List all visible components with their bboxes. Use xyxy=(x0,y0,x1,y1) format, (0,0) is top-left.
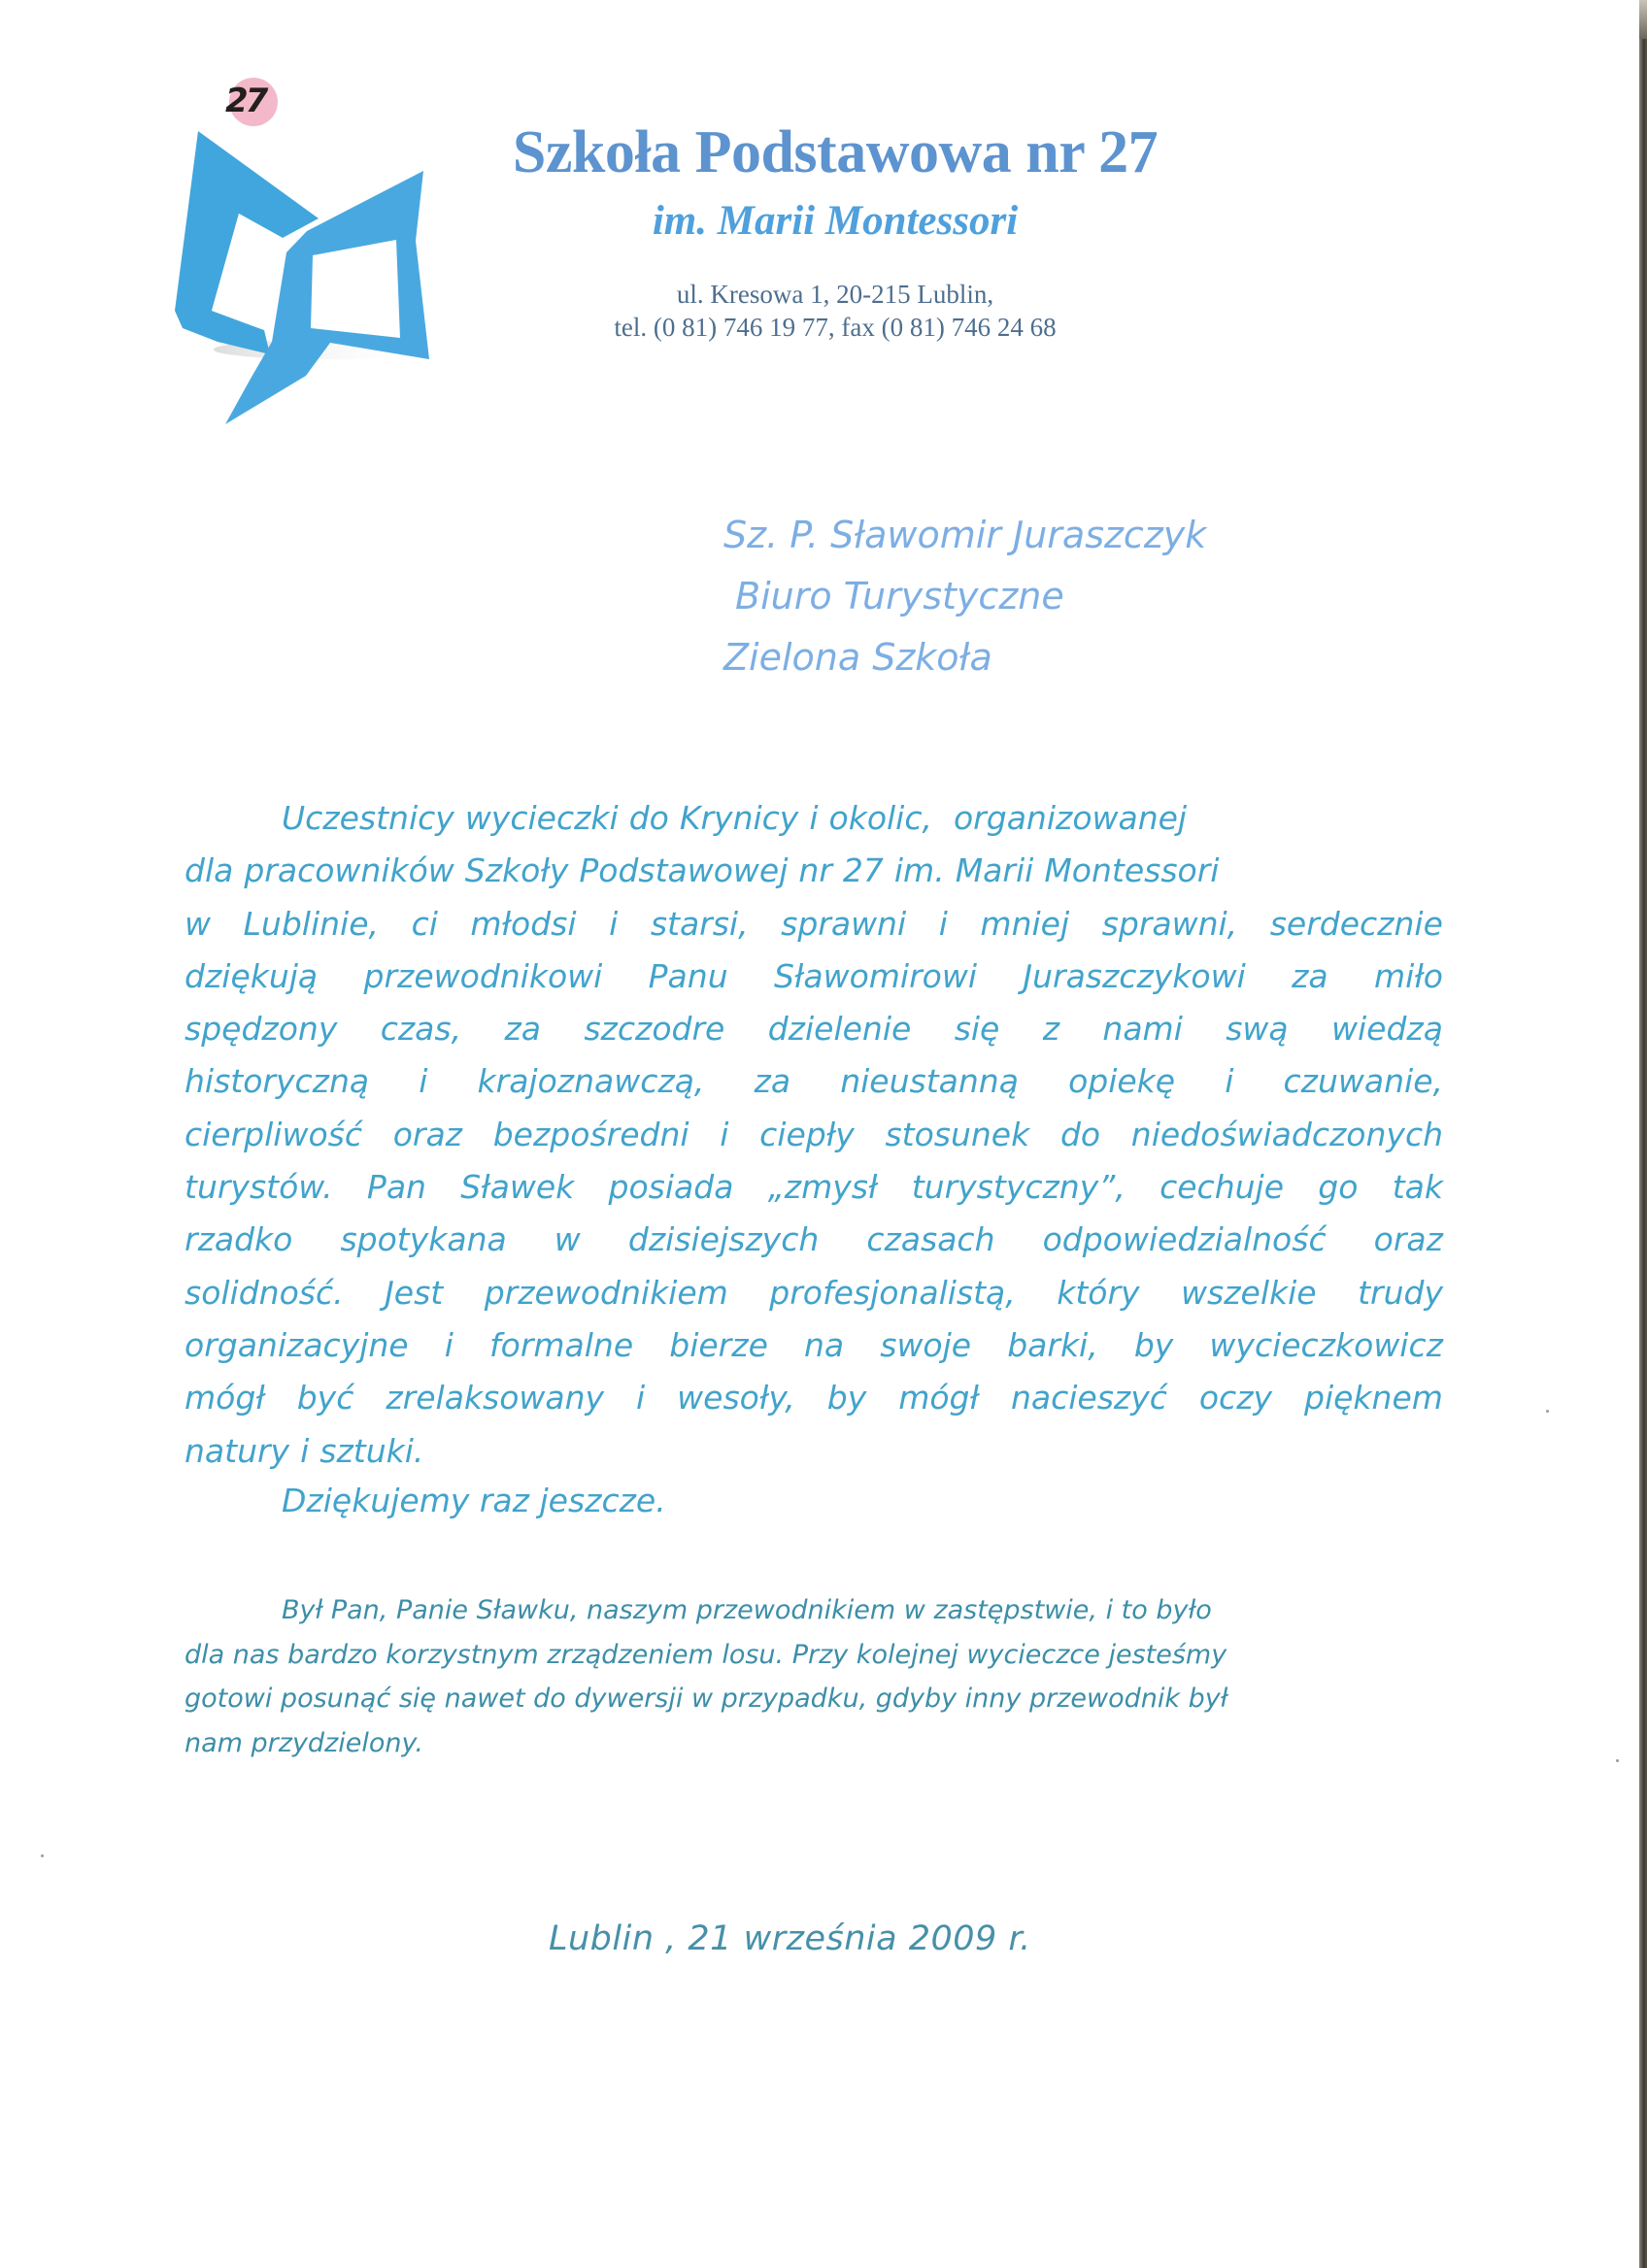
body-word: i xyxy=(444,1325,454,1364)
body-word: oczy xyxy=(1198,1379,1273,1418)
body-word: wszelkie xyxy=(1181,1273,1317,1312)
body-word: spotykana xyxy=(340,1220,507,1259)
recipient-company: Biuro Turystyczne xyxy=(735,575,1064,617)
letterhead xyxy=(427,115,1243,344)
postscript-line: Był Pan, Panie Sławku, naszym przewodnikiem w zastępstwie, i to było xyxy=(282,1595,1212,1625)
body-word: za xyxy=(754,1062,791,1101)
body-line xyxy=(185,1003,1443,1055)
body-word: być xyxy=(296,1379,354,1418)
body-word: za xyxy=(504,1010,541,1049)
body-word: mógł xyxy=(898,1379,979,1418)
body-word: Montessori xyxy=(1044,851,1220,890)
body-line xyxy=(185,1267,1443,1319)
scan-speck xyxy=(41,1854,44,1857)
body-word: mniej xyxy=(980,904,1070,943)
recipient-name: Sz. P. Sławomir Juraszczyk xyxy=(723,514,1207,556)
body-word: sprawni, xyxy=(1101,904,1238,943)
letter-body xyxy=(185,792,1443,1478)
body-word: odpowiedzialność xyxy=(1042,1220,1327,1259)
body-word: „zmysł xyxy=(767,1168,878,1207)
body-word: z xyxy=(1042,1010,1060,1049)
body-word: dzielenie xyxy=(767,1010,912,1049)
body-word: do xyxy=(1059,1115,1101,1153)
body-word: starsi, xyxy=(650,904,749,943)
body-word: i xyxy=(419,1062,428,1101)
body-word: go xyxy=(1318,1168,1359,1207)
body-word: organizacyjne xyxy=(185,1325,409,1364)
body-word: Juraszczykowi xyxy=(1023,956,1246,995)
body-word: się xyxy=(954,1010,1000,1049)
body-word: swą xyxy=(1226,1010,1289,1049)
body-word: opiekę xyxy=(1068,1062,1176,1101)
body-word: nacieszyć xyxy=(1010,1379,1167,1418)
body-line xyxy=(185,1319,1443,1372)
body-word: cechuje xyxy=(1160,1168,1285,1207)
body-word: czuwanie, xyxy=(1283,1062,1443,1101)
body-word: serdecznie xyxy=(1269,904,1443,943)
body-word: Uczestnicy xyxy=(282,799,454,837)
body-word: bierze xyxy=(669,1325,768,1364)
body-word: nieustanną xyxy=(840,1062,1019,1101)
body-word: by xyxy=(1133,1325,1174,1364)
body-word: cierpliwość xyxy=(185,1115,362,1153)
body-word: historyczną xyxy=(185,1062,370,1101)
body-word: ciepły xyxy=(759,1115,855,1153)
body-word: bezpośredni xyxy=(492,1115,689,1153)
body-word: okolic, xyxy=(828,799,932,837)
body-word: w xyxy=(185,904,211,943)
scan-speck xyxy=(1616,1759,1619,1762)
body-word: Panu xyxy=(648,956,728,995)
letter-date: Lublin , 21 września 2009 r. xyxy=(549,1919,1031,1958)
logo-badge-number: 27 xyxy=(225,82,266,120)
body-word: by xyxy=(826,1379,867,1418)
scan-speck xyxy=(1546,1410,1549,1413)
body-word: spędzony xyxy=(185,1010,338,1049)
body-word: turystów. xyxy=(185,1168,333,1207)
book-logo-icon xyxy=(175,68,447,427)
body-word: Krynicy xyxy=(679,799,799,837)
body-word: stosunek xyxy=(885,1115,1030,1153)
body-word: Lublinie, xyxy=(243,904,380,943)
body-word: szczodre xyxy=(584,1010,725,1049)
body-word: wiedzą xyxy=(1330,1010,1443,1049)
body-line xyxy=(185,1055,1443,1108)
body-word: sprawni xyxy=(781,904,907,943)
body-word: miło xyxy=(1374,956,1443,995)
body-word: sztuki. xyxy=(319,1431,424,1470)
school-patron: im. Marii Montessori xyxy=(652,198,1019,244)
body-word: Sławomirowi xyxy=(773,956,978,995)
body-line xyxy=(185,898,1443,951)
body-line xyxy=(185,951,1443,1003)
body-word: Jest xyxy=(385,1273,444,1312)
postscript-line: dla nas bardzo korzystnym zrządzeniem losu. Przy kolejnej wycieczce jesteśmy xyxy=(185,1639,1227,1670)
scan-edge xyxy=(1639,0,1647,2268)
body-word: i xyxy=(609,904,619,943)
body-word: i xyxy=(809,799,819,837)
body-word: 27 xyxy=(842,851,884,890)
postscript-line: gotowi posunąć się nawet do dywersji w przypadku, gdyby inny przewodnik był xyxy=(185,1684,1228,1714)
body-word: i xyxy=(1225,1062,1234,1101)
body-word: solidność. xyxy=(185,1273,344,1312)
body-word: natury xyxy=(185,1431,290,1470)
body-word: rzadko xyxy=(185,1220,293,1259)
body-word: przewodnikiem xyxy=(484,1273,728,1312)
body-word: wycieczkowicz xyxy=(1209,1325,1443,1364)
body-word: i xyxy=(938,904,948,943)
body-word: Marii xyxy=(955,851,1034,890)
body-line xyxy=(185,792,1443,845)
body-word: Podstawowej xyxy=(579,851,789,890)
body-word: Sławek xyxy=(460,1168,575,1207)
body-word: i xyxy=(636,1379,646,1418)
body-word: pracowników xyxy=(244,851,454,890)
body-word: przewodnikowi xyxy=(363,956,603,995)
school-logo xyxy=(175,68,447,427)
body-word: mógł xyxy=(185,1379,265,1418)
body-word: posiada xyxy=(608,1168,734,1207)
body-word: na xyxy=(804,1325,845,1364)
body-word: który xyxy=(1057,1273,1140,1312)
body-word: dzisiejszych xyxy=(627,1220,820,1259)
recipient-block xyxy=(723,505,1206,688)
body-word: do xyxy=(628,799,669,837)
body-word: dla xyxy=(185,851,234,890)
body-word: oraz xyxy=(392,1115,463,1153)
body-word: dziękują xyxy=(185,956,319,995)
body-word: za xyxy=(1292,956,1328,995)
body-word: ci xyxy=(411,904,438,943)
school-phone-fax: tel. (0 81) 746 19 77, fax (0 81) 746 24 68 xyxy=(614,313,1057,342)
body-word: zrelaksowany xyxy=(386,1379,605,1418)
body-line xyxy=(185,1372,1443,1424)
body-word: wycieczki xyxy=(464,799,619,837)
letter-postscript xyxy=(185,1588,1428,1765)
body-line xyxy=(185,1161,1443,1214)
scan-edge-top xyxy=(1639,0,1647,39)
body-line xyxy=(185,1109,1443,1161)
body-word: turystyczny”, xyxy=(911,1168,1126,1207)
body-word: czas, xyxy=(380,1010,462,1049)
body-word: nami xyxy=(1102,1010,1183,1049)
body-word: i xyxy=(300,1431,310,1470)
body-word: nr xyxy=(798,851,832,890)
body-word: wesoły, xyxy=(677,1379,795,1418)
recipient-unit: Zielona Szkoła xyxy=(723,636,992,679)
body-word: i xyxy=(720,1115,729,1153)
body-word: swoje xyxy=(880,1325,972,1364)
body-word: młodsi xyxy=(470,904,577,943)
body-word: niedoświadczonych xyxy=(1130,1115,1443,1153)
body-word: Pan xyxy=(366,1168,426,1207)
body-line xyxy=(185,1425,1443,1478)
school-address: ul. Kresowa 1, 20-215 Lublin, xyxy=(676,280,994,309)
body-line xyxy=(185,1214,1443,1266)
body-word: trudy xyxy=(1358,1273,1443,1312)
body-word: krajoznawczą, xyxy=(477,1062,705,1101)
body-word: im. xyxy=(893,851,945,890)
body-word: formalne xyxy=(489,1325,634,1364)
body-word: czasach xyxy=(866,1220,995,1259)
body-word: pięknem xyxy=(1304,1379,1443,1418)
body-word: oraz xyxy=(1373,1220,1443,1259)
body-word: Szkoły xyxy=(464,851,569,890)
body-word: tak xyxy=(1392,1168,1443,1207)
body-word: w xyxy=(554,1220,581,1259)
body-word: barki, xyxy=(1007,1325,1098,1364)
body-word: profesjonalistą, xyxy=(769,1273,1016,1312)
school-name: Szkoła Podstawowa nr 27 xyxy=(512,119,1159,185)
body-line xyxy=(185,845,1443,897)
letter-closing: Dziękujemy raz jeszcze. xyxy=(282,1482,666,1519)
postscript-line: nam przydzielony. xyxy=(185,1727,423,1758)
body-word: organizowanej xyxy=(953,799,1188,837)
